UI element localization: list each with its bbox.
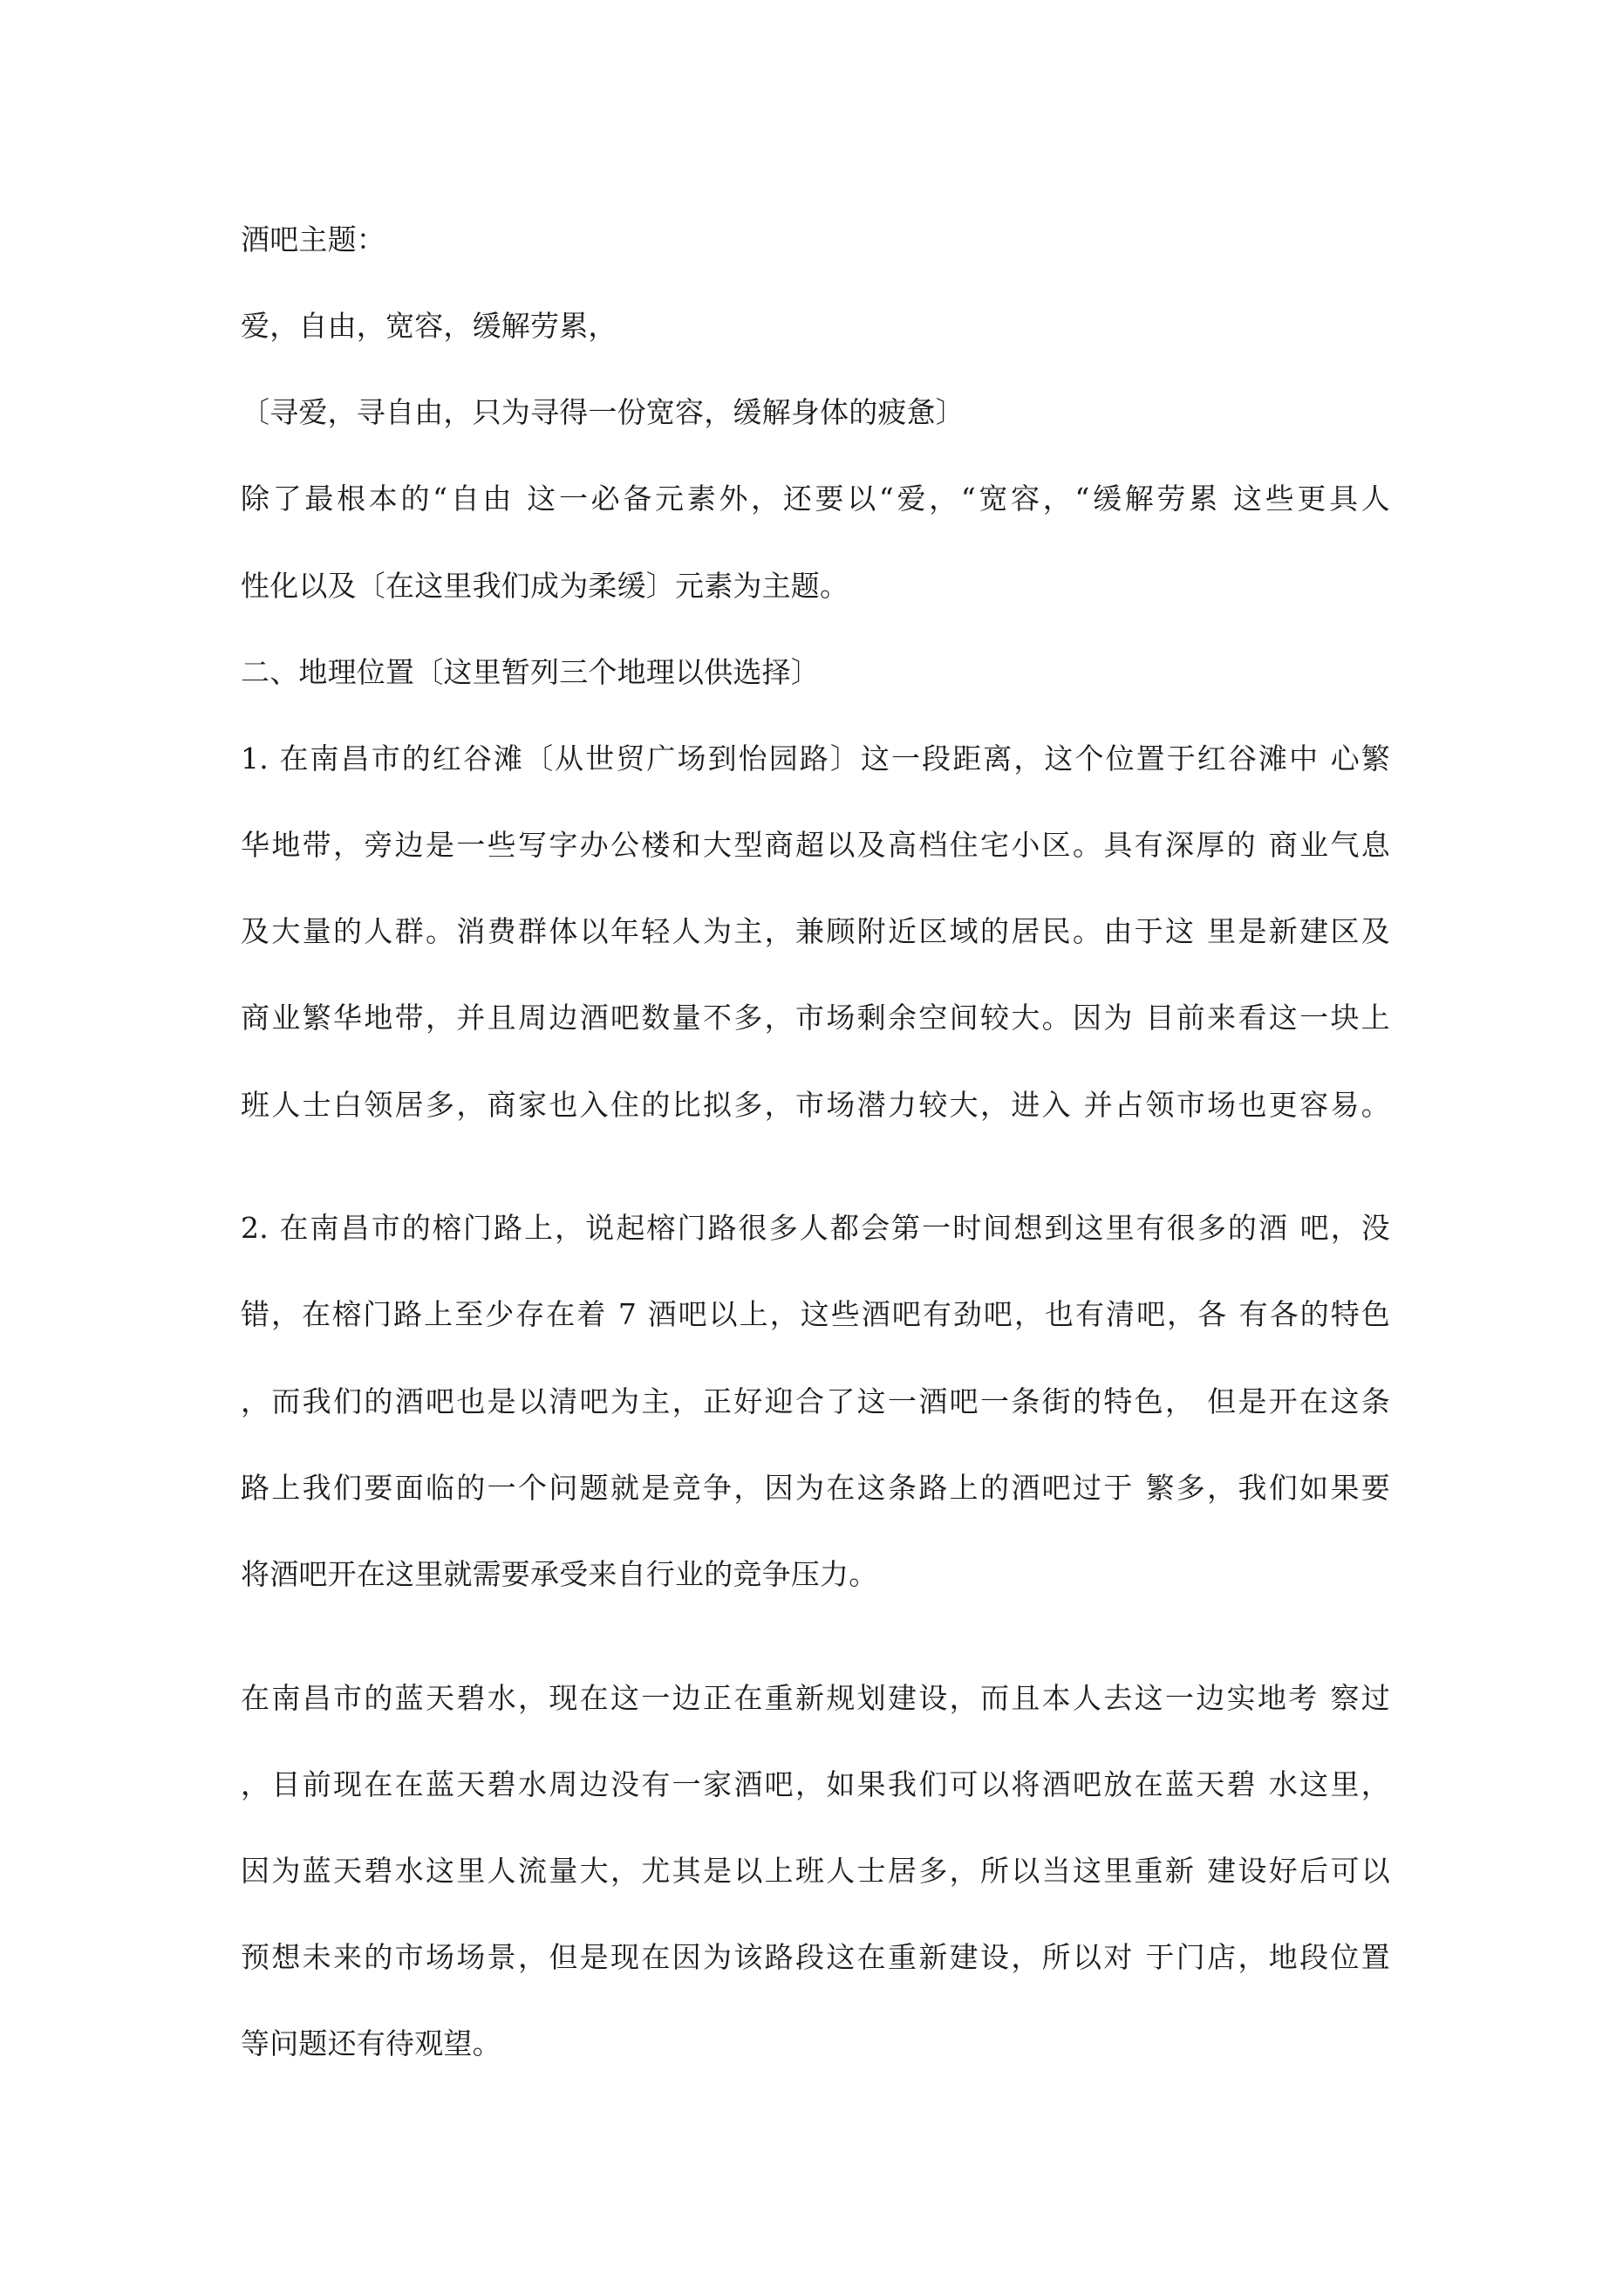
paragraph-line: 在南昌市的蓝天碧水，现在这一边正在重新规划建设，而且本人去这一边实地考 察过 xyxy=(241,1681,1390,1715)
paragraph-line: 路上我们要面临的一个问题就是竞争，因为在这条路上的酒吧过于 繁多，我们如果要 xyxy=(241,1471,1390,1505)
paragraph-line: 班人士白领居多，商家也入住的比拟多，市场潜力较大，进入 并占领市场也更容易。 xyxy=(241,1088,1390,1122)
paragraph-line: 1. 在南昌市的红谷滩〔从世贸广场到怡园路〕这一段距离，这个位置于红谷滩中 心繁 xyxy=(241,741,1390,776)
section-heading-location: 二、地理位置〔这里暂列三个地理以供选择〕 xyxy=(241,655,820,689)
paragraph-line: 等问题还有待观望。 xyxy=(241,2026,501,2060)
section-heading-theme: 酒吧主题： xyxy=(241,222,385,256)
paragraph-line: 商业繁华地带，并且周边酒吧数量不多，市场剩余空间较大。因为 目前来看这一块上 xyxy=(241,1001,1390,1035)
paragraph-line: 将酒吧开在这里就需要承受来自行业的竞争压力。 xyxy=(241,1557,878,1591)
paragraph-line: 华地带，旁边是一些写字办公楼和大型商超以及高档住宅小区。具有深厚的 商业气息 xyxy=(241,828,1390,862)
paragraph-line: ，而我们的酒吧也是以清吧为主，正好迎合了这一酒吧一条街的特色， 但是开在这条 xyxy=(241,1384,1390,1418)
theme-keywords: 爱，自由，宽容，缓解劳累， xyxy=(241,309,617,343)
paragraph-line: 2. 在南昌市的榕门路上，说起榕门路很多人都会第一时间想到这里有很多的酒 吧，没 xyxy=(241,1211,1390,1245)
theme-slogan: 〔寻爱，寻自由，只为寻得一份宽容，缓解身体的疲惫〕 xyxy=(241,395,965,429)
paragraph-line: 性化以及〔在这里我们成为柔缓〕元素为主题。 xyxy=(241,569,849,603)
paragraph-line: 因为蓝天碧水这里人流量大，尤其是以上班人士居多，所以当这里重新 建设好后可以 xyxy=(241,1854,1390,1888)
paragraph-line: 错，在榕门路上至少存在着 7 酒吧以上，这些酒吧有劲吧，也有清吧，各 有各的特色 xyxy=(241,1297,1390,1331)
paragraph-line: 及大量的人群。消费群体以年轻人为主，兼顾附近区域的居民。由于这 里是新建区及 xyxy=(241,914,1390,948)
paragraph-line: 预想未来的市场场景，但是现在因为该路段这在重新建设，所以对 于门店，地段位置 xyxy=(241,1940,1390,1974)
paragraph-line: ，目前现在在蓝天碧水周边没有一家酒吧，如果我们可以将酒吧放在蓝天碧 水这里， xyxy=(241,1767,1390,1801)
paragraph-line: 除了最根本的“自由 这一必备元素外，还要以“爱，“宽容，“缓解劳累 这些更具人 xyxy=(241,482,1390,516)
